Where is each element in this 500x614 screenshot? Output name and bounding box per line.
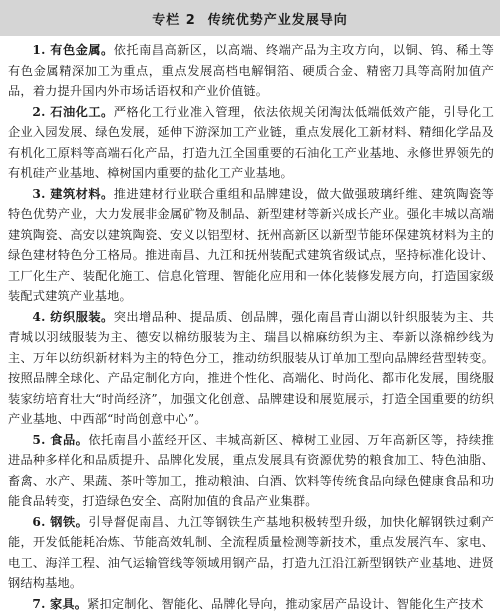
- column-header: [0, 0, 500, 36]
- paragraph-keyword: 6. 钢铁。: [32, 515, 88, 529]
- paragraph-keyword: 1. 有色金属。: [32, 43, 113, 57]
- paragraph-text: 推进建材行业联合重组和品牌建设，做大做强玻璃纤维、建筑陶瓷等特色优势产业，大力发展非金属矿物及制品、新型建材等新兴成长产业。强化丰城以高端建筑陶瓷、高安以建筑陶瓷、安义以铝型材、抚州高新区以新型节能环保建筑材料为主的绿色建材特色分工格局。推进南昌、九江和抚州装配式建筑省级试点，坚持标准化设计、工厂化生产、装配化施工、信息化管理、智能化应用和一体化装修发展方向，打造国家级装配式建筑产业基地。: [8, 187, 494, 304]
- paragraph-text: 严格化工行业准入管理，依法依规关闭淘汰低端低效产能，引导化工企业入园发展、绿色发展，延伸下游深加工产业链，重点发展化工新材料、精细化学品及有机化工原料等高端石化产品，打造九江全国重要的石油化工产业基地、永修世界领先的有机硅产业基地、樟树国内重要的盐化工产业基地。: [8, 105, 494, 181]
- paragraph-petrochemical: [0, 102, 500, 184]
- paragraph-building-materials: [0, 184, 500, 307]
- paragraph-furniture: [0, 594, 500, 614]
- paragraph-keyword: 4. 纺织服装。: [32, 310, 113, 324]
- column-label: 专栏 2: [152, 9, 196, 28]
- paragraph-text: 紧扣定制化、智能化、品牌化导向，推动家居产品设计、智能化生产技术: [87, 597, 483, 611]
- paragraph-steel: [0, 512, 500, 594]
- paragraph-keyword: 5. 食品。: [32, 433, 88, 447]
- paragraph-food: [0, 430, 500, 512]
- column-body: [0, 36, 500, 575]
- paragraph-textile-apparel: [0, 307, 500, 430]
- paragraph-keyword: 7. 家具。: [32, 597, 87, 611]
- paragraph-text: 依托南昌高新区，以高端、终端产品为主攻方向，以铜、钨、稀土等有色金属精深加工为重点，重点发展高档电解铜箔、硬质合金、精密刀具等高附加值产品，着力提升国内外市场话语权和产业价值链。: [8, 43, 494, 98]
- paragraph-keyword: 3. 建筑材料。: [32, 187, 113, 201]
- column-title: 传统优势产业发展导向: [208, 9, 348, 28]
- paragraph-text: 突出增品种、提品质、创品牌，强化南昌青山湖以针织服装为主、共青城以羽绒服装为主、德安以棉纺服装为主、瑞昌以棉麻纺织为主、奉新以涤棉纱线为主、万年以纺织新材料为主的特色分工，推动纺织服装从订单加工型向品牌经营型转变。按照品牌全球化、产品定制化方向，推进个性化、高端化、时尚化、都市化发展，围绕服装家纺培育壮大“时尚经济”，加强文化创意、品牌建设和展览展示，打造全国重要的纺织产业基地、中西部“时尚创意中心”。: [8, 310, 494, 427]
- paragraph-text: 引导督促南昌、九江等钢铁生产基地积极转型升级，加快化解钢铁过剩产能，开发低能耗冶炼、节能高效轧制、全流程质量检测等新技术，重点发展汽车、家电、电工、海洋工程、油气运输管线等领域用钢产品，打造九江沿江新型钢铁产业基地、进贤钢结构基地。: [8, 515, 494, 591]
- paragraph-text: 依托南昌小蓝经开区、丰城高新区、樟树工业园、万年高新区等，持续推进品种多样化和品质提升、品牌化发展，重点发展具有资源优势的粮食加工、特色油脂、畜禽、水产、果蔬、茶叶等加工，推动粮油、白酒、饮料等传统食品向绿色健康食品和功能食品转变，打造绿色安全、高附加值的食品产业集群。: [8, 433, 494, 509]
- paragraph-nonferrous-metals: [0, 40, 500, 102]
- paragraph-keyword: 2. 石油化工。: [32, 105, 113, 119]
